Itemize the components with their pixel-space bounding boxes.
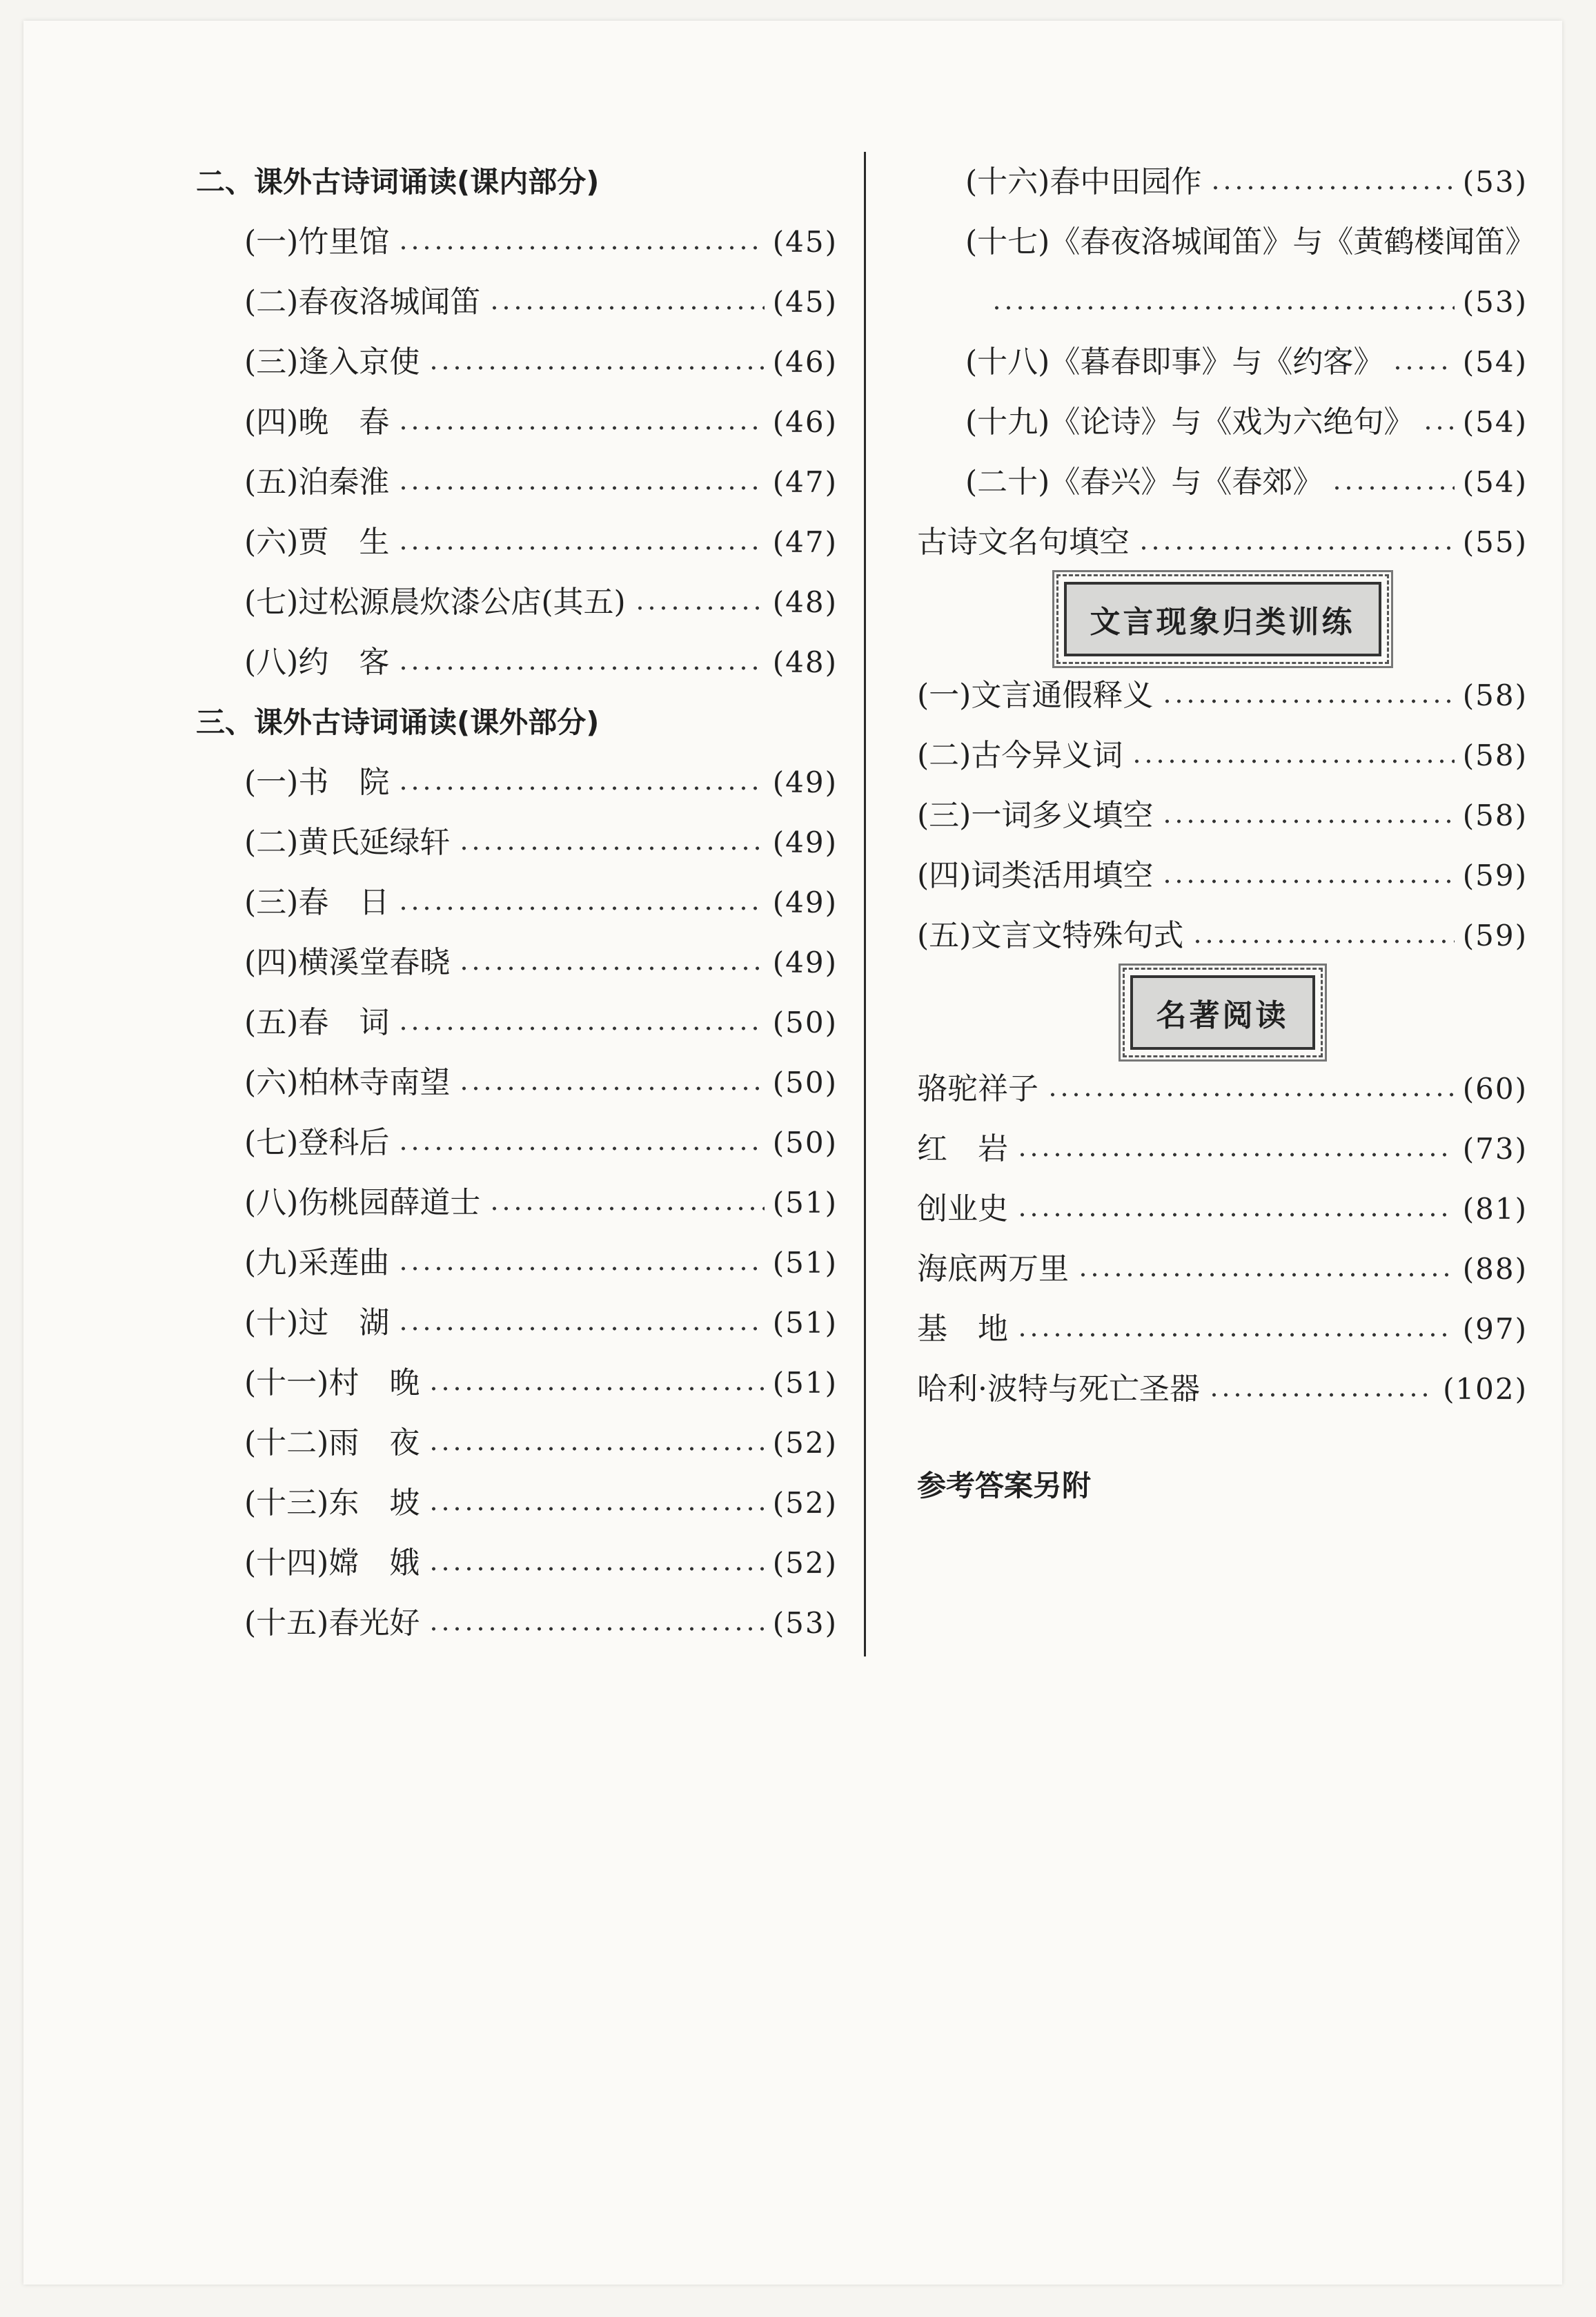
toc-page-number: (52) bbox=[772, 1425, 838, 1460]
toc-entry-title: (十四)嫦 娥 bbox=[244, 1545, 420, 1581]
toc-page-number: (46) bbox=[772, 404, 838, 439]
toc-entry-title: (十二)雨 夜 bbox=[244, 1425, 420, 1460]
toc-page-number: (102) bbox=[1443, 1371, 1528, 1406]
toc-entry-title: (四)横溪堂春晓 bbox=[244, 944, 451, 980]
dot-leader bbox=[397, 546, 764, 550]
toc-page-number: (53) bbox=[1462, 284, 1528, 319]
dot-leader bbox=[397, 246, 764, 250]
toc-page-number: (49) bbox=[772, 885, 838, 919]
toc-entry-title: (六)柏林寺南望 bbox=[244, 1064, 451, 1100]
toc-entry bbox=[196, 1173, 838, 1233]
toc-entry-title: (十六)春中田园作 bbox=[965, 164, 1202, 199]
dot-leader bbox=[1077, 1273, 1455, 1277]
toc-entry-title: 二、课外古诗词诵读(课内部分) bbox=[196, 164, 600, 199]
toc-entry-title: (八)伤桃园薛道士 bbox=[244, 1184, 481, 1220]
toc-entry-title: (三)春 日 bbox=[244, 884, 390, 920]
toc-page-number: (47) bbox=[772, 525, 838, 559]
toc-entry bbox=[196, 1233, 838, 1293]
toc-page-number: (60) bbox=[1462, 1071, 1528, 1106]
toc-entry-title: (八)约 客 bbox=[244, 644, 390, 680]
toc-page-number: (51) bbox=[772, 1185, 838, 1220]
section-badge-container bbox=[917, 572, 1528, 665]
toc-page-number: (54) bbox=[1462, 344, 1528, 379]
toc-entry-title: (五)春 词 bbox=[244, 1004, 390, 1040]
toc-page-number: (97) bbox=[1462, 1311, 1528, 1346]
toc-page-number: (51) bbox=[772, 1365, 838, 1400]
dot-leader bbox=[397, 906, 764, 910]
toc-entry-title: (十八)《暮春即事》与《约客》 bbox=[965, 344, 1384, 380]
toc-page-number: (50) bbox=[772, 1005, 838, 1039]
toc-entry-title: (十七)《春夜洛城闻笛》与《黄鹤楼闻笛》 bbox=[965, 224, 1536, 260]
toc-entry bbox=[917, 906, 1528, 966]
toc-section-heading bbox=[196, 692, 838, 752]
toc-entry bbox=[196, 632, 838, 692]
toc-page-number: (58) bbox=[1462, 678, 1528, 712]
dot-leader bbox=[428, 1507, 764, 1511]
dot-leader bbox=[1161, 819, 1454, 823]
dot-leader bbox=[1331, 486, 1454, 490]
toc-entry-title: 古诗文名句填空 bbox=[917, 524, 1130, 560]
toc-entry bbox=[917, 1239, 1528, 1299]
toc-entry bbox=[917, 785, 1528, 845]
toc-entry bbox=[917, 512, 1528, 572]
toc-entry bbox=[196, 1353, 838, 1413]
toc-page-number: (48) bbox=[772, 645, 838, 679]
dot-leader bbox=[397, 486, 764, 490]
toc-entry-title: (二)黄氏延绿轩 bbox=[244, 824, 451, 860]
dot-leader bbox=[428, 1567, 764, 1571]
toc-entry-title: (五)文言文特殊句式 bbox=[917, 917, 1184, 953]
toc-page-number: (50) bbox=[772, 1065, 838, 1099]
toc-entry bbox=[196, 1593, 838, 1653]
dot-leader bbox=[1208, 1393, 1435, 1397]
toc-entry-title: (十)过 湖 bbox=[244, 1304, 390, 1340]
toc-entry bbox=[196, 452, 838, 512]
toc-page-number: (59) bbox=[1462, 858, 1528, 892]
toc-entry-title: (五)泊秦淮 bbox=[244, 464, 390, 500]
toc-entry-title: (十九)《论诗》与《戏为六绝句》 bbox=[965, 404, 1415, 440]
dot-leader bbox=[397, 1026, 764, 1030]
toc-entry bbox=[196, 272, 838, 332]
toc-entry bbox=[196, 572, 838, 632]
dot-leader bbox=[1422, 426, 1454, 430]
toc-page-number: (53) bbox=[772, 1605, 838, 1640]
dot-leader bbox=[397, 1267, 764, 1271]
toc-entry-title: 哈利·波特与死亡圣器 bbox=[917, 1371, 1200, 1407]
toc-entry bbox=[196, 392, 838, 452]
toc-entry bbox=[917, 725, 1528, 785]
toc-page-number: (51) bbox=[772, 1245, 838, 1280]
toc-page-number: (50) bbox=[772, 1125, 838, 1160]
toc-entry-title: (三)一词多义填空 bbox=[917, 797, 1154, 833]
dot-leader bbox=[1131, 759, 1454, 763]
toc-entry-title: 创业史 bbox=[917, 1191, 1008, 1226]
column-divider bbox=[864, 152, 866, 1656]
dot-leader bbox=[1210, 186, 1454, 190]
toc-page-number: (54) bbox=[1462, 404, 1528, 439]
toc-entry bbox=[196, 1293, 838, 1353]
toc-entry bbox=[917, 212, 1536, 272]
toc-entry-title: 海底两万里 bbox=[917, 1251, 1069, 1287]
dot-leader bbox=[991, 306, 1455, 310]
toc-page-number: (49) bbox=[772, 765, 838, 799]
toc-entry-title: (十一)村 晚 bbox=[244, 1365, 420, 1400]
dot-leader bbox=[397, 426, 764, 430]
dot-leader bbox=[634, 606, 765, 610]
toc-entry bbox=[917, 1179, 1528, 1239]
toc-entry-title: (二)古今异义词 bbox=[917, 737, 1123, 773]
toc-page-number: (58) bbox=[1462, 798, 1528, 832]
toc-entry-title: (六)贾 生 bbox=[244, 524, 390, 560]
dot-leader bbox=[1138, 546, 1455, 550]
toc-entry-title: (二十)《春兴》与《春郊》 bbox=[965, 464, 1323, 500]
toc-entry-title: (四)词类活用填空 bbox=[917, 857, 1154, 893]
dot-leader bbox=[458, 1086, 764, 1091]
toc-entry bbox=[196, 993, 838, 1053]
toc-entry bbox=[196, 812, 838, 872]
toc-entry-title: (一)书 院 bbox=[244, 764, 390, 800]
toc-page-number: (49) bbox=[772, 825, 838, 859]
toc-entry bbox=[196, 1113, 838, 1173]
toc-entry bbox=[917, 665, 1528, 725]
section-badge: 文言现象归类训练 bbox=[1064, 582, 1381, 656]
toc-entry bbox=[196, 1413, 838, 1473]
toc-right-column bbox=[917, 152, 1536, 1514]
dot-leader bbox=[1161, 879, 1454, 883]
toc-page-number: (49) bbox=[772, 945, 838, 979]
dot-leader bbox=[1016, 1333, 1455, 1337]
dot-leader bbox=[428, 366, 764, 370]
toc-entry-title: 基 地 bbox=[917, 1311, 1008, 1347]
toc-page-number: (47) bbox=[772, 465, 838, 499]
toc-entry bbox=[196, 752, 838, 812]
dot-leader bbox=[428, 1387, 764, 1391]
toc-entry bbox=[917, 452, 1528, 512]
dot-leader bbox=[397, 786, 764, 790]
toc-entry-title: 三、课外古诗词诵读(课外部分) bbox=[196, 705, 600, 739]
dot-leader bbox=[489, 306, 764, 310]
dot-leader bbox=[428, 1627, 764, 1631]
toc-section-heading bbox=[196, 152, 838, 212]
spacer bbox=[917, 1419, 1528, 1454]
toc-page-number: (58) bbox=[1462, 738, 1528, 772]
toc-entry bbox=[196, 212, 838, 272]
toc-entry bbox=[917, 1359, 1528, 1419]
toc-left-column bbox=[196, 152, 838, 1653]
toc-entry bbox=[917, 845, 1528, 906]
toc-page-number: (59) bbox=[1462, 918, 1528, 952]
toc-entry bbox=[917, 1119, 1528, 1179]
dot-leader bbox=[1016, 1213, 1455, 1217]
toc-page-number: (48) bbox=[772, 585, 838, 619]
toc-entry bbox=[917, 1299, 1528, 1359]
toc-entry-title: 红 岩 bbox=[917, 1131, 1008, 1166]
toc-page-number: (46) bbox=[772, 344, 838, 379]
toc-page-number: (51) bbox=[772, 1305, 838, 1340]
toc-page-number: (52) bbox=[772, 1545, 838, 1580]
toc-entry-title: (一)竹里馆 bbox=[244, 224, 390, 260]
toc-entry-title: (七)过松源晨炊漆公店(其五) bbox=[244, 584, 626, 620]
dot-leader bbox=[397, 1146, 764, 1151]
toc-page-number: (45) bbox=[772, 284, 838, 319]
dot-leader bbox=[397, 666, 764, 670]
toc-entry bbox=[196, 332, 838, 392]
toc-entry-title: (四)晚 春 bbox=[244, 404, 390, 440]
toc-entry-title: (二)春夜洛城闻笛 bbox=[244, 284, 481, 320]
toc-entry-title: (十五)春光好 bbox=[244, 1605, 420, 1641]
toc-entry bbox=[196, 1473, 838, 1533]
toc-page-number: (53) bbox=[1462, 164, 1528, 199]
dot-leader bbox=[397, 1327, 764, 1331]
dot-leader bbox=[1016, 1153, 1455, 1157]
document-page bbox=[23, 21, 1562, 2285]
toc-entry bbox=[196, 872, 838, 932]
toc-entry-title: (九)采莲曲 bbox=[244, 1244, 390, 1280]
toc-page-number: (45) bbox=[772, 224, 838, 259]
toc-page-number: (55) bbox=[1462, 525, 1528, 559]
toc-entry-title: (七)登科后 bbox=[244, 1124, 390, 1160]
toc-entry bbox=[917, 152, 1528, 212]
dot-leader bbox=[1161, 699, 1454, 703]
toc-entry bbox=[196, 932, 838, 993]
section-badge-container bbox=[917, 966, 1528, 1059]
dot-leader bbox=[1192, 939, 1454, 944]
toc-page-number: (88) bbox=[1462, 1251, 1528, 1286]
dot-leader bbox=[489, 1206, 764, 1211]
toc-entry-continuation bbox=[917, 272, 1528, 332]
dot-leader bbox=[428, 1447, 764, 1451]
toc-entry bbox=[196, 1533, 838, 1593]
toc-page-number: (81) bbox=[1462, 1191, 1528, 1226]
toc-entry-title: (三)逢入京使 bbox=[244, 344, 420, 380]
dot-leader bbox=[1047, 1093, 1455, 1097]
toc-page-number: (54) bbox=[1462, 465, 1528, 499]
toc-page-number: (52) bbox=[772, 1485, 838, 1520]
answer-note: 参考答案另附 bbox=[917, 1468, 1092, 1503]
toc-page-number: (73) bbox=[1462, 1131, 1528, 1166]
dot-leader bbox=[458, 846, 764, 850]
toc-entry bbox=[196, 512, 838, 572]
toc-entry bbox=[917, 332, 1528, 392]
toc-entry bbox=[917, 1059, 1528, 1119]
dot-leader bbox=[458, 966, 764, 970]
section-badge: 名著阅读 bbox=[1130, 975, 1315, 1050]
toc-entry-title: (十三)东 坡 bbox=[244, 1485, 420, 1521]
dot-leader bbox=[1392, 366, 1454, 370]
toc-entry-title: 骆驼祥子 bbox=[917, 1070, 1038, 1106]
toc-entry bbox=[917, 392, 1528, 452]
toc-entry-title: (一)文言通假释义 bbox=[917, 677, 1154, 713]
toc-entry bbox=[196, 1053, 838, 1113]
